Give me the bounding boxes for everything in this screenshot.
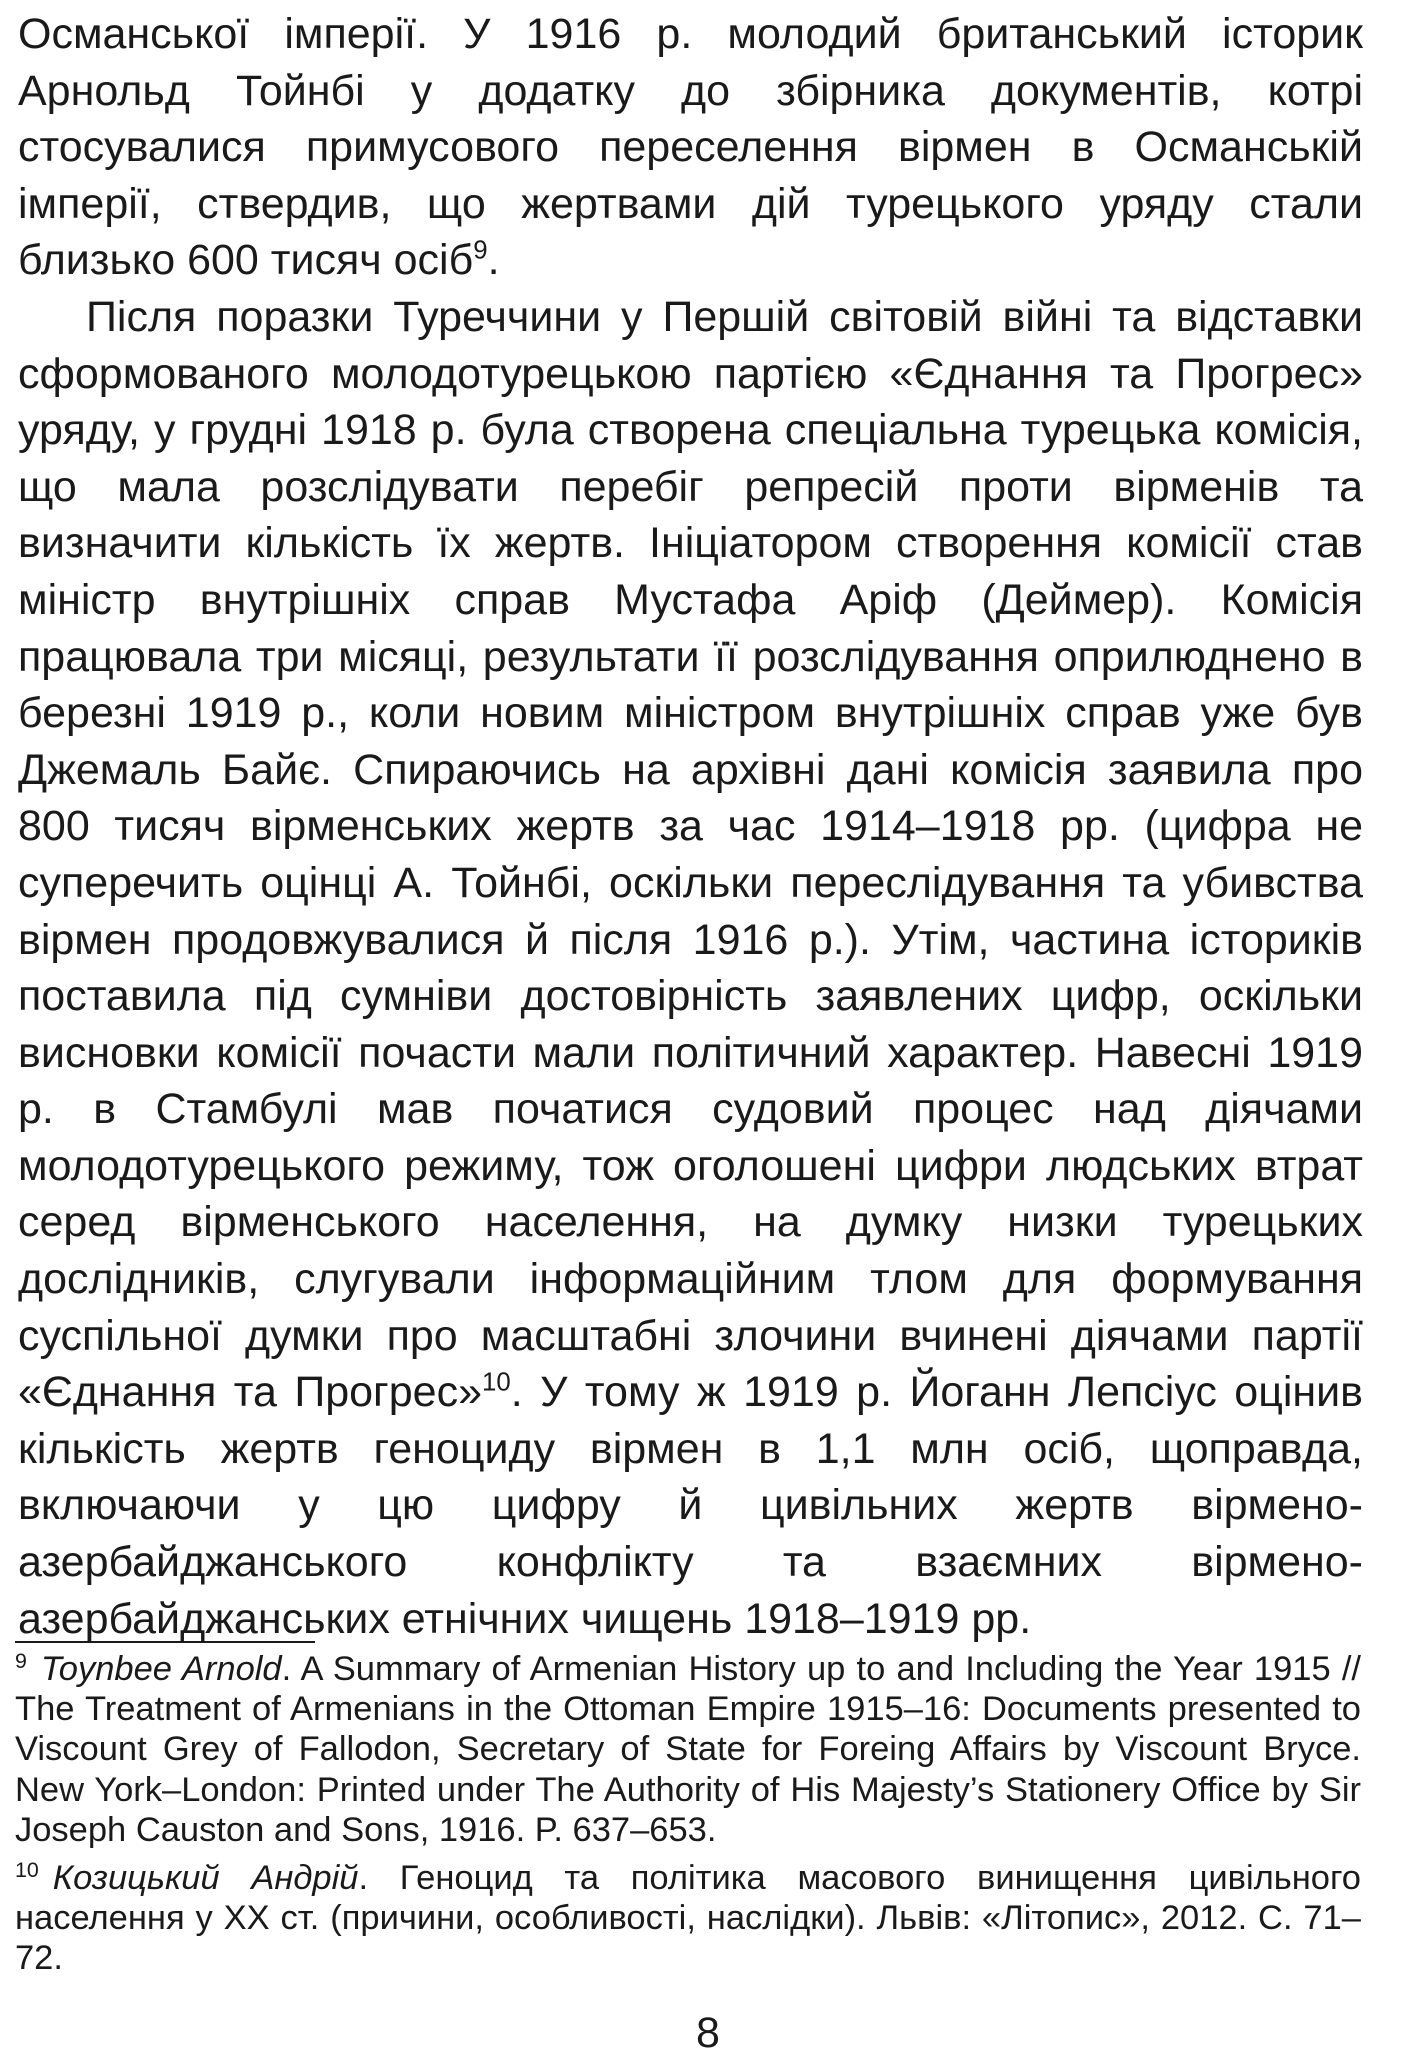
paragraph-2-text-a: Після поразки Туреччини у Першій світовій війні та відставки сформованого молодотурецькою партією «Єднання та Прогрес» уряду, у грудні 1918 р. була створена спеціальна турецька комісія, що мала розслідувати перебіг репресій проти вірменів та визначити кількість їх жертв. Ініціатором створення комісії став міністр внутрішніх справ Мустафа Аріф (Деймер). Комісія працювала три місяці, результати її розслідування оприлюднено в березні 1919 р., коли новим міністром внутрішніх справ уже був Джемаль Байє. Спираючись на архівні дані комісія заявила про 800 тисяч вірменських жертв за час 1914–1918 рр. (цифра не суперечить оцінці А. Тойнбі, оскільки переслідування та убивства вірмен продовжувалися й після 1916 р.). Утім, частина істориків поставила під сумніви достовірність заявлених цифр, оскільки висновки комісії почасти мали політичний характер. Навесні 1919 р. в Стамбулі мав початися судовий процес над діячами молодотурецького режиму, тож оголошені цифри людських втрат серед вірменського населення, на думку низки турецьких дослідників, слугували інформаційним тлом для формування суспільної думки про масштабні злочини вчинені діячами партії «Єднання та Прогрес» — [18, 292, 1363, 1417]
footnote-9 — [15, 1649, 1361, 1850]
paragraph-2-text-b: . У тому ж 1919 р. Йоганн Лепсіус оцінив кількість жертв геноциду вірмен в 1,1 млн осіб, щоправда, включаючи у цю цифру й цивільних жертв вірмено-азербайджанського конфлікту та взаємних вірмено-азербайджанських етнічних чищень 1918–1919 рр. — [18, 1368, 1363, 1643]
footnote-10-mark: 10 — [15, 1857, 39, 1882]
footnote-10 — [15, 1858, 1361, 1979]
footnotes — [15, 1649, 1361, 1987]
footnote-9-author: Toynbee Arnold — [40, 1650, 282, 1688]
footnote-10-text: . Геноцид та політика масового винищення цивільного населення у ХХ ст. (причини, особливості, наслідки). Львів: «Літопис», 2012. С. 71–72. — [15, 1859, 1361, 1978]
footnote-ref-9: 9 — [473, 237, 488, 266]
footnote-divider — [15, 1641, 315, 1643]
paragraph-1 — [18, 6, 1363, 289]
paragraph-1-end: . — [487, 236, 500, 285]
page-number: 8 — [696, 2009, 720, 2057]
paragraph-2 — [18, 289, 1363, 1647]
main-text — [18, 6, 1363, 1647]
footnote-ref-10: 10 — [482, 1368, 511, 1397]
footnote-10-author: Козицький Андрій — [52, 1859, 359, 1898]
footnote-9-mark: 9 — [15, 1648, 27, 1673]
footnote-9-text: . A Summary of Armenian History up to and Including the Year 1915 // The Treatment of Armenians in the Ottoman Empire 1915–16: Documents presented to Viscount Grey of Fallodon, Secretary of State for Foreing Affairs by Viscount Bryce. New York–London: Printed under The Authority of His Majesty’s Stationery Office by Sir Joseph Causton and Sons, 1916. P. 637–653. — [15, 1650, 1362, 1849]
paragraph-1-text: Османської імперії. У 1916 р. молодий британський історик Арнольд Тойнбі у додатку до збірника документів, котрі стосувалися примусового переселення вірмен в Османській імперії, ствердив, що жертвами дій турецького уряду стали близько 600 тисяч осіб — [18, 10, 1363, 285]
